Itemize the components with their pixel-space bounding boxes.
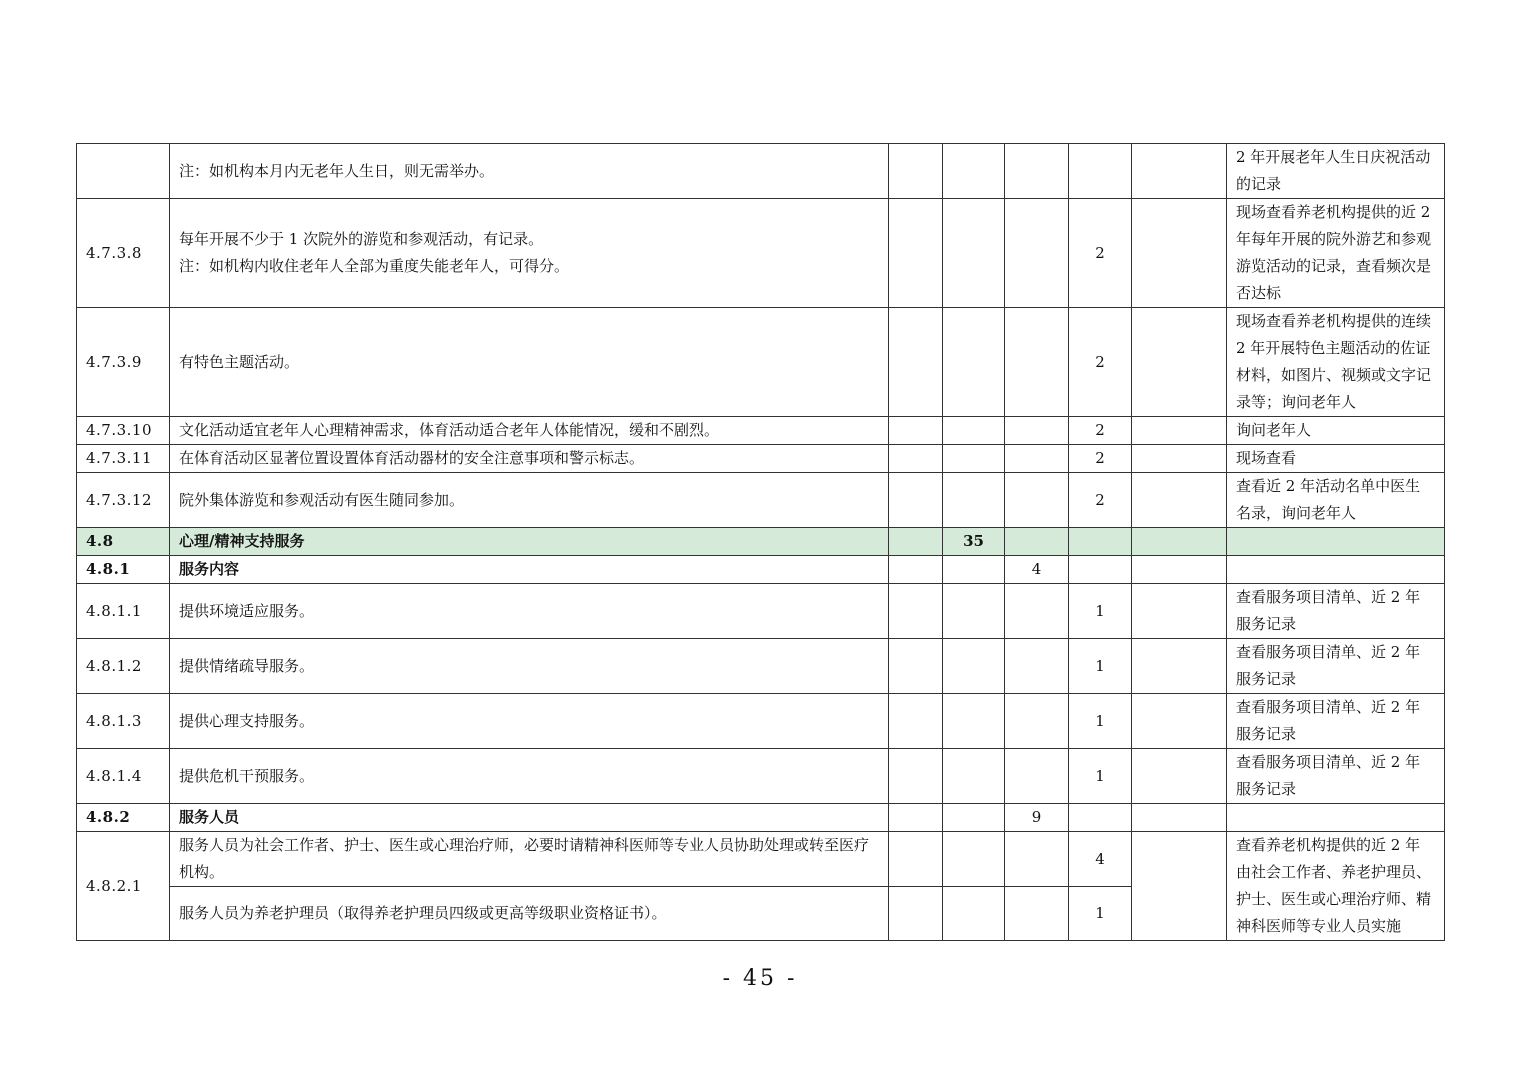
item-method: 查看服务项目清单、近 2 年服务记录 — [1227, 584, 1445, 639]
item-method: 现场查看 — [1227, 445, 1445, 473]
item-code: 4.7.3.11 — [77, 445, 170, 473]
item-score: 1 — [1069, 584, 1132, 639]
page-number: - 45 - — [722, 966, 798, 991]
item-content: 提供环境适应服务。 — [170, 584, 889, 639]
item-content-note: 注：如机构内收住老年人全部为重度失能老年人，可得分。 — [179, 257, 570, 275]
item-content: 服务人员为社会工作者、护士、医生或心理治疗师，必要时请精神科医师等专业人员协助处理或转至医疗机构。 — [170, 832, 889, 887]
table-row — [77, 473, 1445, 528]
table-row — [77, 308, 1445, 417]
item-code: 4.8.2.1 — [77, 832, 170, 941]
subsection-code: 4.8.1 — [77, 556, 170, 584]
item-code: 4.8.1.4 — [77, 749, 170, 804]
item-score: 1 — [1069, 639, 1132, 694]
item-code: 4.7.3.10 — [77, 417, 170, 445]
item-content — [170, 199, 889, 308]
subsection-code: 4.8.2 — [77, 804, 170, 832]
evaluation-table — [76, 143, 1445, 941]
item-content: 提供危机干预服务。 — [170, 749, 889, 804]
item-method: 查看服务项目清单、近 2 年服务记录 — [1227, 694, 1445, 749]
item-score — [1069, 144, 1132, 199]
section-row — [77, 528, 1445, 556]
subsection-row — [77, 804, 1445, 832]
item-code: 4.7.3.9 — [77, 308, 170, 417]
item-score: 4 — [1069, 832, 1132, 887]
table-row — [77, 694, 1445, 749]
item-code: 4.8.1.2 — [77, 639, 170, 694]
item-method: 2 年开展老年人生日庆祝活动的记录 — [1227, 144, 1445, 199]
subsection-score: 4 — [1005, 556, 1069, 584]
table-row — [77, 445, 1445, 473]
item-method: 查看服务项目清单、近 2 年服务记录 — [1227, 639, 1445, 694]
item-score: 1 — [1069, 694, 1132, 749]
item-code: 4.7.3.12 — [77, 473, 170, 528]
table-row — [77, 584, 1445, 639]
item-method: 现场查看养老机构提供的近 2 年每年开展的院外游艺和参观游览活动的记录，查看频次是否达标 — [1227, 199, 1445, 308]
item-content: 注：如机构本月内无老年人生日，则无需举办。 — [170, 144, 889, 199]
item-code: 4.8.1.1 — [77, 584, 170, 639]
table-row — [77, 199, 1445, 308]
item-score: 2 — [1069, 445, 1132, 473]
item-score: 1 — [1069, 887, 1132, 941]
item-code — [77, 144, 170, 199]
subsection-score: 9 — [1005, 804, 1069, 832]
subsection-title: 服务人员 — [170, 804, 889, 832]
item-score: 2 — [1069, 473, 1132, 528]
subsection-title: 服务内容 — [170, 556, 889, 584]
item-content: 院外集体游览和参观活动有医生随同参加。 — [170, 473, 889, 528]
item-content: 在体育活动区显著位置设置体育活动器材的安全注意事项和警示标志。 — [170, 445, 889, 473]
table-row — [77, 749, 1445, 804]
item-method: 查看近 2 年活动名单中医生名录，询问老年人 — [1227, 473, 1445, 528]
item-content: 文化活动适宜老年人心理精神需求，体育活动适合老年人体能情况，缓和不剧烈。 — [170, 417, 889, 445]
item-score: 2 — [1069, 417, 1132, 445]
item-method: 询问老年人 — [1227, 417, 1445, 445]
item-content: 服务人员为养老护理员（取得养老护理员四级或更高等级职业资格证书）。 — [170, 887, 889, 941]
item-code: 4.8.1.3 — [77, 694, 170, 749]
table-row — [77, 144, 1445, 199]
item-method: 现场查看养老机构提供的连续 2 年开展特色主题活动的佐证材料，如图片、视频或文字记录等；询问老年人 — [1227, 308, 1445, 417]
table-row — [77, 417, 1445, 445]
item-content: 提供情绪疏导服务。 — [170, 639, 889, 694]
item-content: 提供心理支持服务。 — [170, 694, 889, 749]
item-method: 查看养老机构提供的近 2 年由社会工作者、养老护理员、护士、医生或心理治疗师、精神科医师等专业人员实施 — [1227, 832, 1445, 941]
item-score: 2 — [1069, 199, 1132, 308]
table-row — [77, 639, 1445, 694]
item-score: 2 — [1069, 308, 1132, 417]
item-code: 4.7.3.8 — [77, 199, 170, 308]
item-content: 有特色主题活动。 — [170, 308, 889, 417]
table-row — [77, 832, 1445, 887]
item-method: 查看服务项目清单、近 2 年服务记录 — [1227, 749, 1445, 804]
item-score: 1 — [1069, 749, 1132, 804]
item-content-line: 每年开展不少于 1 次院外的游览和参观活动，有记录。 — [179, 230, 544, 248]
section-title: 心理/精神支持服务 — [170, 528, 889, 556]
section-score: 35 — [943, 528, 1005, 556]
subsection-row — [77, 556, 1445, 584]
section-code: 4.8 — [77, 528, 170, 556]
